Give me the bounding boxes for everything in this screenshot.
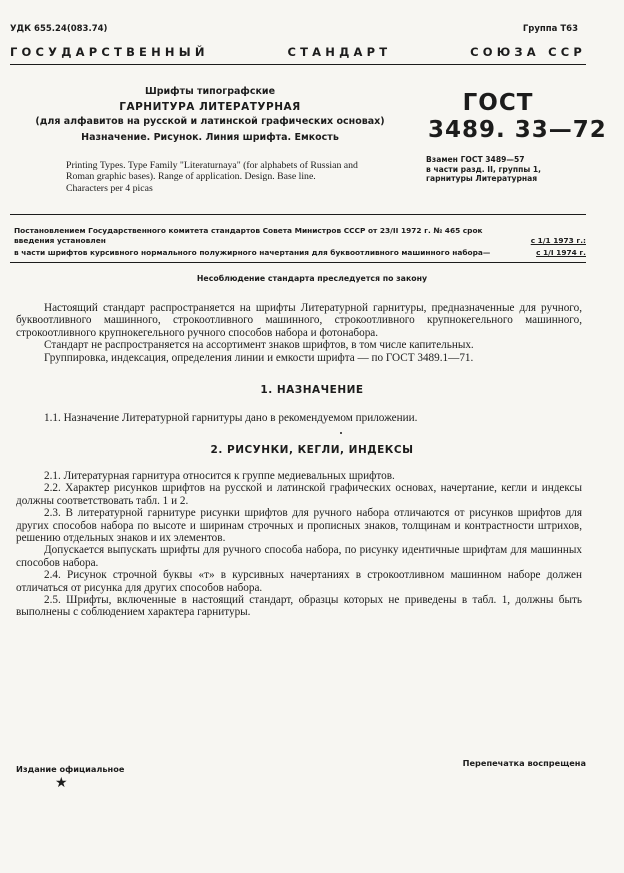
standard-banner (10, 45, 586, 59)
gost-label: ГОСТ (462, 90, 534, 116)
section-2-paragraph: 2.1. Литературная гарнитура относится к группе медиевальных шрифтов. (44, 470, 395, 482)
section-2-paragraph: 2.5. Шрифты, включенные в настоящий стандарт, образцы которых не приведены в табл. 1, должны быть выполнены с соблюдением характера гарнитуры. (16, 594, 582, 619)
intro-paragraph: Настоящий стандарт распространяется на шрифты Литературной гарнитуры, предназначенные для ручного, буквоотливного машинного, строкоотливного машинного, строкоотливного крупнокегельного машинного, строкоотливного крупнокегельного ручного способов набора и фотонабора. (16, 302, 582, 339)
section-2-text (16, 470, 582, 619)
group-code: Группа Т63 (522, 24, 578, 34)
gost-number (428, 90, 607, 144)
official-edition: Издание официальное (16, 764, 125, 774)
english-title: Printing Types. Type Family "Literaturnaya" (for alphabets of Russian and Roman graphic bases). Range of application. Design. Base line. Characters per 4 picas (66, 160, 358, 194)
decree-date-2: с 1/I 1974 г. (536, 248, 586, 257)
section-2-paragraph: 2.3. В литературной гарнитуре рисунки шрифтов для ручного набора отличаются от рисунков шрифтов для других способов набора по высоте и ширинам строчных и прописных знаков, толщинам и контрастности штрихов, решению отдельных знаков и их элементов. (16, 507, 582, 545)
header-rule (10, 64, 586, 65)
intro-paragraph: Стандарт не распространяется на ассортимент знаков шрифтов, в том числе капительных. (44, 339, 474, 352)
section-1-paragraph: 1.1. Назначение Литературной гарнитуры дано в рекомендуемом приложении. (44, 412, 418, 424)
decree-top-rule (10, 214, 586, 215)
udk-code: УДК 655.24(083.74) (10, 24, 108, 34)
title-line-3: (для алфавитов на русской и латинской графических основах) (35, 116, 385, 127)
section-2-paragraph: Допускается выпускать шрифты для ручного способа набора, по рисунку идентичные шрифтам для машинных способов набора. (16, 544, 582, 569)
stray-dot (340, 432, 342, 434)
title-line-1: Шрифты типографские (144, 86, 276, 97)
section-1-heading: 1. НАЗНАЧЕНИЕ (260, 384, 364, 396)
banner-word-union: СОЮЗА ССР (470, 45, 586, 59)
title-block (20, 86, 400, 143)
star-icon: ★ (55, 776, 68, 791)
banner-word-standard: СТАНДАРТ (287, 45, 392, 59)
title-line-2: ГАРНИТУРА ЛИТЕРАТУРНАЯ (119, 101, 301, 113)
decree-line-2: введения установлен (14, 236, 106, 245)
decree-line-3: в части шрифтов курсивного нормального полужирного начертания для буквоотливного машинного набора— (14, 248, 491, 257)
intro-paragraph: Группировка, индексация, определения линии и емкости шрифта — по ГОСТ 3489.1—71. (44, 351, 474, 364)
legal-warning: Несоблюдение стандарта преследуется по закону (196, 274, 428, 283)
decree-bottom-rule (10, 262, 586, 263)
section-2-paragraph: 2.4. Рисунок строчной буквы «т» в курсивных начертаниях в строкоотливном машинном наборе должен отличаться от рисунка для других способов набора. (16, 569, 582, 594)
replaces-note: Взамен ГОСТ 3489—57 в части разд. II, группы 1, гарнитуры Литературная (426, 155, 541, 184)
decree-line-1: Постановлением Государственного комитета стандартов Совета Министров СССР от 23/II 1972 г. № 465 срок (14, 226, 483, 235)
decree-block (14, 226, 586, 257)
banner-word-state: ГОСУДАРСТВЕННЫЙ (10, 45, 209, 59)
gost-code: 3489. 33—72 (428, 117, 607, 143)
reprint-notice: Перепечатка воспрещена (462, 758, 586, 768)
section-2-heading: 2. РИСУНКИ, КЕГЛИ, ИНДЕКСЫ (210, 444, 414, 456)
decree-date-1: с 1/1 1973 г.: (530, 236, 586, 245)
intro-text (16, 302, 582, 364)
section-2-paragraph: 2.2. Характер рисунков шрифтов на русской и латинской графических основах, начертание, кегли и индексы должны соответствовать табл. 1 и 2. (16, 482, 582, 507)
title-line-4: Назначение. Рисунок. Линия шрифта. Емкость (81, 132, 339, 143)
